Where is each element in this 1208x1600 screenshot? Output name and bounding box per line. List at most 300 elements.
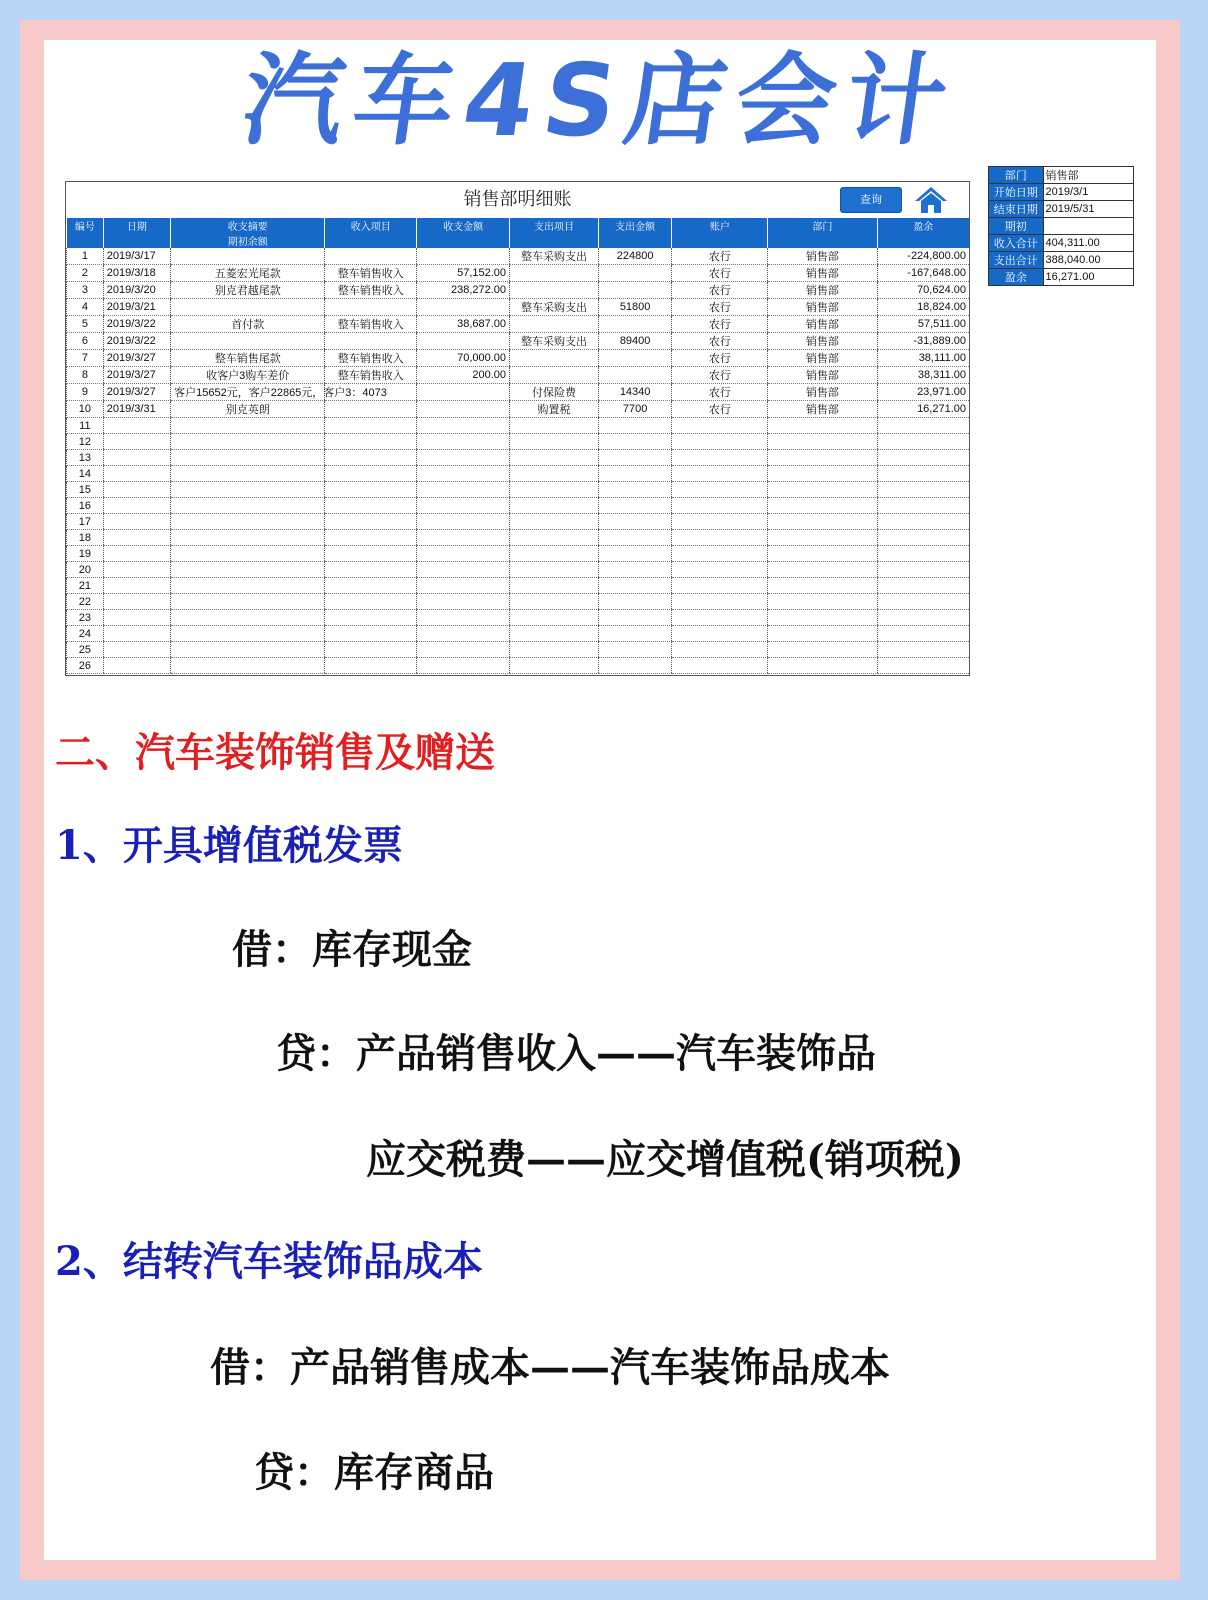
table-cell[interactable]: -31,889.00 <box>877 333 969 350</box>
table-cell[interactable] <box>672 482 768 498</box>
table-cell[interactable]: 农行 <box>672 401 768 418</box>
table-cell[interactable] <box>417 434 510 450</box>
table-cell[interactable] <box>598 498 672 514</box>
table-cell[interactable] <box>325 642 417 658</box>
table-row[interactable] <box>67 282 970 299</box>
table-cell[interactable]: 销售部 <box>768 282 877 299</box>
table-cell[interactable]: 整车采购支出 <box>510 333 599 350</box>
table-cell[interactable] <box>510 610 599 626</box>
table-row[interactable] <box>67 594 970 610</box>
table-cell[interactable] <box>417 626 510 642</box>
table-cell[interactable] <box>103 498 170 514</box>
table-cell[interactable] <box>598 434 672 450</box>
table-cell[interactable] <box>510 626 599 642</box>
table-cell[interactable]: 整车销售尾款 <box>171 350 325 367</box>
table-cell[interactable] <box>171 482 325 498</box>
summary-row <box>989 218 1134 235</box>
table-cell[interactable]: 整车销售收入 <box>325 265 417 282</box>
table-cell[interactable] <box>417 482 510 498</box>
table-cell[interactable] <box>171 434 325 450</box>
table-cell[interactable] <box>877 562 969 578</box>
table-cell[interactable] <box>877 578 969 594</box>
table-cell[interactable] <box>103 610 170 626</box>
table-cell[interactable] <box>325 482 417 498</box>
table-cell[interactable]: 农行 <box>672 282 768 299</box>
summary-value[interactable]: 16,271.00 <box>1043 269 1133 286</box>
table-cell[interactable]: 57,152.00 <box>417 265 510 282</box>
table-cell[interactable]: 农行 <box>672 316 768 333</box>
table-cell[interactable]: 26 <box>67 658 104 674</box>
table-cell[interactable] <box>672 450 768 466</box>
table-cell[interactable]: 整车销售收入 <box>325 316 417 333</box>
table-cell[interactable]: 70,000.00 <box>417 350 510 367</box>
table-row[interactable] <box>67 367 970 384</box>
table-cell[interactable]: 农行 <box>672 248 768 265</box>
table-cell[interactable]: 20 <box>67 562 104 578</box>
table-cell[interactable] <box>171 658 325 674</box>
table-row[interactable] <box>67 316 970 333</box>
summary-value[interactable] <box>1043 218 1133 235</box>
table-cell[interactable] <box>171 299 325 316</box>
summary-value[interactable]: 404,311.00 <box>1043 235 1133 252</box>
table-cell[interactable] <box>510 482 599 498</box>
table-cell[interactable] <box>510 265 599 282</box>
table-cell[interactable] <box>768 546 877 562</box>
table-cell[interactable]: 别克英朗 <box>171 401 325 418</box>
table-cell[interactable] <box>877 434 969 450</box>
table-cell[interactable]: 24 <box>67 626 104 642</box>
summary-value[interactable]: 2019/3/1 <box>1043 184 1133 201</box>
table-cell[interactable] <box>510 450 599 466</box>
table-cell[interactable]: 7 <box>67 350 104 367</box>
table-cell[interactable] <box>768 594 877 610</box>
table-row[interactable] <box>67 578 970 594</box>
table-cell[interactable] <box>672 418 768 434</box>
table-cell[interactable] <box>877 466 969 482</box>
table-cell[interactable] <box>325 562 417 578</box>
table-cell[interactable] <box>103 594 170 610</box>
table-cell[interactable] <box>103 658 170 674</box>
table-cell[interactable] <box>768 418 877 434</box>
table-cell[interactable] <box>598 450 672 466</box>
table-cell[interactable]: 销售部 <box>768 367 877 384</box>
table-cell[interactable] <box>510 282 599 299</box>
table-cell[interactable] <box>417 401 510 418</box>
table-cell[interactable]: 整车销售收入 <box>325 282 417 299</box>
table-cell[interactable] <box>171 450 325 466</box>
table-cell[interactable]: 38,111.00 <box>877 350 969 367</box>
table-cell[interactable] <box>598 482 672 498</box>
table-cell[interactable] <box>103 578 170 594</box>
summary-value[interactable]: 销售部 <box>1043 167 1133 184</box>
table-cell[interactable]: 2 <box>67 265 104 282</box>
table-row[interactable] <box>67 350 970 367</box>
table-cell[interactable]: 销售部 <box>768 333 877 350</box>
table-cell[interactable]: 收客户3购车差价 <box>171 367 325 384</box>
table-cell[interactable] <box>325 498 417 514</box>
table-cell[interactable] <box>171 418 325 434</box>
table-cell[interactable]: -167,648.00 <box>877 265 969 282</box>
table-cell[interactable] <box>598 514 672 530</box>
table-row[interactable] <box>67 610 970 626</box>
table-cell[interactable]: 23 <box>67 610 104 626</box>
table-cell[interactable] <box>672 626 768 642</box>
table-cell[interactable]: 7700 <box>598 401 672 418</box>
table-cell[interactable] <box>877 626 969 642</box>
table-cell[interactable]: 8 <box>67 367 104 384</box>
table-cell[interactable] <box>510 658 599 674</box>
table-cell[interactable] <box>672 562 768 578</box>
table-cell[interactable] <box>510 350 599 367</box>
table-cell[interactable] <box>417 642 510 658</box>
summary-key: 结束日期 <box>989 201 1044 218</box>
table-cell[interactable] <box>325 626 417 642</box>
table-row[interactable] <box>67 514 970 530</box>
table-cell[interactable]: 整车采购支出 <box>510 248 599 265</box>
table-cell[interactable] <box>510 642 599 658</box>
table-cell[interactable] <box>598 350 672 367</box>
table-cell[interactable] <box>103 546 170 562</box>
table-cell[interactable]: 农行 <box>672 265 768 282</box>
table-cell[interactable] <box>417 248 510 265</box>
table-cell[interactable]: 农行 <box>672 384 768 401</box>
table-cell[interactable] <box>325 333 417 350</box>
table-cell[interactable] <box>417 610 510 626</box>
table-cell[interactable] <box>598 578 672 594</box>
table-cell[interactable] <box>768 658 877 674</box>
table-cell[interactable] <box>672 498 768 514</box>
table-cell[interactable]: 224800 <box>598 248 672 265</box>
table-cell[interactable]: 14 <box>67 466 104 482</box>
table-cell[interactable]: 2019/3/31 <box>103 401 170 418</box>
table-cell[interactable]: 200.00 <box>417 367 510 384</box>
table-cell[interactable] <box>510 498 599 514</box>
table-cell[interactable] <box>877 498 969 514</box>
table-cell[interactable] <box>877 642 969 658</box>
table-cell[interactable] <box>768 578 877 594</box>
table-cell[interactable] <box>598 367 672 384</box>
table-cell[interactable]: 2019/3/22 <box>103 316 170 333</box>
table-cell[interactable] <box>103 434 170 450</box>
table-cell[interactable]: 销售部 <box>768 265 877 282</box>
table-row[interactable] <box>67 248 970 265</box>
table-row[interactable] <box>67 498 970 514</box>
table-cell[interactable] <box>171 610 325 626</box>
table-cell[interactable] <box>103 530 170 546</box>
table-cell[interactable] <box>598 282 672 299</box>
table-cell[interactable] <box>171 530 325 546</box>
table-row[interactable] <box>67 434 970 450</box>
table-cell[interactable] <box>672 514 768 530</box>
table-cell[interactable]: 13 <box>67 450 104 466</box>
summary-value[interactable]: 388,040.00 <box>1043 252 1133 269</box>
table-cell[interactable]: 89400 <box>598 333 672 350</box>
table-cell[interactable]: 70,624.00 <box>877 282 969 299</box>
table-cell[interactable] <box>417 530 510 546</box>
table-cell[interactable] <box>598 642 672 658</box>
table-cell[interactable] <box>325 530 417 546</box>
table-cell[interactable]: 首付款 <box>171 316 325 333</box>
table-cell[interactable]: 2019/3/18 <box>103 265 170 282</box>
table-cell[interactable]: 16 <box>67 498 104 514</box>
table-cell[interactable] <box>598 418 672 434</box>
table-cell[interactable]: 2019/3/27 <box>103 350 170 367</box>
table-cell[interactable]: 18,824.00 <box>877 299 969 316</box>
table-cell[interactable] <box>417 384 510 401</box>
table-cell[interactable] <box>103 418 170 434</box>
table-cell[interactable] <box>325 401 417 418</box>
table-cell[interactable] <box>171 248 325 265</box>
table-cell[interactable] <box>417 658 510 674</box>
table-cell[interactable]: 23,971.00 <box>877 384 969 401</box>
table-cell[interactable] <box>877 418 969 434</box>
table-cell[interactable]: 15 <box>67 482 104 498</box>
col-header: 收入项目 <box>325 218 417 233</box>
table-cell[interactable]: 别克君越尾款 <box>171 282 325 299</box>
table-cell[interactable]: 付保险费 <box>510 384 599 401</box>
table-cell[interactable] <box>510 418 599 434</box>
table-cell[interactable] <box>417 450 510 466</box>
table-cell[interactable] <box>325 450 417 466</box>
table-cell[interactable] <box>672 642 768 658</box>
table-cell[interactable] <box>510 562 599 578</box>
table-cell[interactable]: 10 <box>67 401 104 418</box>
table-cell[interactable] <box>171 626 325 642</box>
table-cell[interactable] <box>325 514 417 530</box>
table-row[interactable] <box>67 450 970 466</box>
summary-value[interactable]: 2019/5/31 <box>1043 201 1133 218</box>
table-cell[interactable] <box>672 530 768 546</box>
table-row[interactable] <box>67 466 970 482</box>
table-cell[interactable] <box>171 466 325 482</box>
table-cell[interactable] <box>598 594 672 610</box>
table-cell[interactable] <box>325 594 417 610</box>
table-cell[interactable]: 销售部 <box>768 299 877 316</box>
table-cell[interactable]: 购置税 <box>510 401 599 418</box>
table-cell[interactable]: 整车销售收入 <box>325 367 417 384</box>
table-cell[interactable] <box>768 498 877 514</box>
table-cell[interactable] <box>103 466 170 482</box>
table-cell[interactable] <box>598 626 672 642</box>
table-cell[interactable] <box>510 466 599 482</box>
table-cell[interactable] <box>598 562 672 578</box>
table-cell[interactable] <box>877 530 969 546</box>
table-row[interactable] <box>67 401 970 418</box>
table-cell[interactable]: 销售部 <box>768 384 877 401</box>
table-cell[interactable] <box>768 514 877 530</box>
table-cell[interactable] <box>171 514 325 530</box>
table-cell[interactable]: 9 <box>67 384 104 401</box>
table-cell[interactable]: 25 <box>67 642 104 658</box>
table-cell[interactable] <box>103 562 170 578</box>
table-cell[interactable] <box>325 434 417 450</box>
table-cell[interactable] <box>768 562 877 578</box>
table-cell[interactable]: 16,271.00 <box>877 401 969 418</box>
home-icon[interactable] <box>912 184 950 216</box>
table-cell[interactable]: 整车采购支出 <box>510 299 599 316</box>
table-cell[interactable]: 农行 <box>672 333 768 350</box>
section-heading: 二、汽车装饰销售及赠送 <box>55 729 495 776</box>
table-cell[interactable]: 农行 <box>672 367 768 384</box>
table-cell[interactable]: 五菱宏光尾款 <box>171 265 325 282</box>
table-cell[interactable] <box>417 498 510 514</box>
table-row[interactable] <box>67 333 970 350</box>
table-cell[interactable]: 51800 <box>598 299 672 316</box>
table-cell[interactable] <box>877 450 969 466</box>
table-cell[interactable]: 销售部 <box>768 350 877 367</box>
table-cell[interactable]: 11 <box>67 418 104 434</box>
item2-heading: 2、结转汽车装饰品成本 <box>55 1238 483 1285</box>
table-cell[interactable] <box>325 418 417 434</box>
table-row[interactable] <box>67 530 970 546</box>
table-cell[interactable]: 18 <box>67 530 104 546</box>
table-row[interactable] <box>67 658 970 674</box>
table-cell[interactable]: 12 <box>67 434 104 450</box>
table-cell[interactable]: 农行 <box>672 350 768 367</box>
table-cell[interactable] <box>877 658 969 674</box>
table-row[interactable] <box>67 642 970 658</box>
table-cell[interactable]: 238,272.00 <box>417 282 510 299</box>
table-cell[interactable] <box>171 594 325 610</box>
table-row[interactable] <box>67 626 970 642</box>
table-cell[interactable] <box>171 546 325 562</box>
table-cell[interactable] <box>768 530 877 546</box>
table-cell[interactable] <box>103 482 170 498</box>
table-cell[interactable]: 销售部 <box>768 248 877 265</box>
table-cell[interactable]: 3 <box>67 282 104 299</box>
table-cell[interactable]: 38,311.00 <box>877 367 969 384</box>
table-cell[interactable]: 6 <box>67 333 104 350</box>
table-cell[interactable] <box>171 562 325 578</box>
table-cell[interactable]: 销售部 <box>768 316 877 333</box>
table-cell[interactable] <box>325 546 417 562</box>
table-cell[interactable]: 2019/3/20 <box>103 282 170 299</box>
table-cell[interactable] <box>598 265 672 282</box>
table-cell[interactable] <box>598 658 672 674</box>
table-cell[interactable] <box>103 514 170 530</box>
table-cell[interactable]: 2019/3/27 <box>103 384 170 401</box>
table-cell[interactable] <box>768 642 877 658</box>
table-cell[interactable] <box>325 610 417 626</box>
table-cell[interactable]: -224,800.00 <box>877 248 969 265</box>
table-cell[interactable] <box>672 434 768 450</box>
query-button[interactable]: 查询 <box>840 187 902 213</box>
table-cell[interactable]: 17 <box>67 514 104 530</box>
table-cell[interactable] <box>672 610 768 626</box>
table-cell[interactable] <box>417 418 510 434</box>
table-cell[interactable] <box>877 594 969 610</box>
table-cell[interactable] <box>171 578 325 594</box>
table-cell[interactable] <box>417 466 510 482</box>
table-cell[interactable] <box>510 367 599 384</box>
table-cell[interactable]: 4 <box>67 299 104 316</box>
table-cell[interactable] <box>417 578 510 594</box>
table-cell[interactable] <box>768 450 877 466</box>
table-cell[interactable]: 农行 <box>672 299 768 316</box>
table-row[interactable] <box>67 265 970 282</box>
table-cell[interactable] <box>877 482 969 498</box>
table-cell[interactable]: 19 <box>67 546 104 562</box>
table-cell[interactable] <box>768 482 877 498</box>
table-cell[interactable]: 38,687.00 <box>417 316 510 333</box>
table-cell[interactable] <box>672 466 768 482</box>
table-cell[interactable] <box>768 610 877 626</box>
table-cell[interactable] <box>417 299 510 316</box>
table-row[interactable] <box>67 482 970 498</box>
table-cell[interactable] <box>510 594 599 610</box>
table-cell[interactable]: 57,511.00 <box>877 316 969 333</box>
table-row[interactable] <box>67 418 970 434</box>
table-cell[interactable]: 销售部 <box>768 401 877 418</box>
table-row[interactable] <box>67 562 970 578</box>
table-cell[interactable]: 客户15652元，客户22865元，客户3：4073 <box>171 384 325 401</box>
table-cell[interactable] <box>510 434 599 450</box>
table-cell[interactable] <box>325 299 417 316</box>
table-cell[interactable] <box>510 546 599 562</box>
table-cell[interactable]: 1 <box>67 248 104 265</box>
table-cell[interactable] <box>325 578 417 594</box>
table-cell[interactable]: 2019/3/21 <box>103 299 170 316</box>
table-row[interactable] <box>67 546 970 562</box>
table-cell[interactable] <box>768 466 877 482</box>
table-cell[interactable]: 2019/3/27 <box>103 367 170 384</box>
table-cell[interactable] <box>598 546 672 562</box>
table-cell[interactable] <box>877 546 969 562</box>
table-cell[interactable]: 21 <box>67 578 104 594</box>
table-cell[interactable]: 22 <box>67 594 104 610</box>
table-cell[interactable]: 整车销售收入 <box>325 350 417 367</box>
table-cell[interactable] <box>171 333 325 350</box>
table-cell[interactable] <box>417 333 510 350</box>
summary-row <box>989 201 1134 218</box>
table-cell[interactable] <box>417 514 510 530</box>
table-cell[interactable] <box>598 316 672 333</box>
table-row[interactable] <box>67 299 970 316</box>
table-cell[interactable]: 5 <box>67 316 104 333</box>
table-cell[interactable] <box>598 466 672 482</box>
table-cell[interactable] <box>672 578 768 594</box>
table-cell[interactable] <box>417 546 510 562</box>
table-cell[interactable] <box>325 658 417 674</box>
table-cell[interactable] <box>598 610 672 626</box>
table-cell[interactable] <box>325 466 417 482</box>
table-cell[interactable] <box>417 594 510 610</box>
table-cell[interactable] <box>510 578 599 594</box>
table-cell[interactable]: 2019/3/22 <box>103 333 170 350</box>
table-cell[interactable] <box>510 530 599 546</box>
table-cell[interactable] <box>510 514 599 530</box>
table-cell[interactable]: 2019/3/17 <box>103 248 170 265</box>
table-cell[interactable] <box>598 530 672 546</box>
table-cell[interactable] <box>171 498 325 514</box>
table-cell[interactable] <box>672 546 768 562</box>
table-cell[interactable] <box>768 626 877 642</box>
table-cell[interactable] <box>672 658 768 674</box>
table-cell[interactable] <box>672 594 768 610</box>
table-cell[interactable] <box>171 642 325 658</box>
table-cell[interactable] <box>103 450 170 466</box>
table-row[interactable] <box>67 384 970 401</box>
table-cell[interactable] <box>877 610 969 626</box>
table-cell[interactable] <box>877 514 969 530</box>
table-cell[interactable] <box>325 248 417 265</box>
table-cell[interactable] <box>768 434 877 450</box>
table-cell[interactable]: 14340 <box>598 384 672 401</box>
table-cell[interactable] <box>103 642 170 658</box>
table-cell[interactable] <box>103 626 170 642</box>
table-cell[interactable] <box>510 316 599 333</box>
table-cell[interactable] <box>417 562 510 578</box>
